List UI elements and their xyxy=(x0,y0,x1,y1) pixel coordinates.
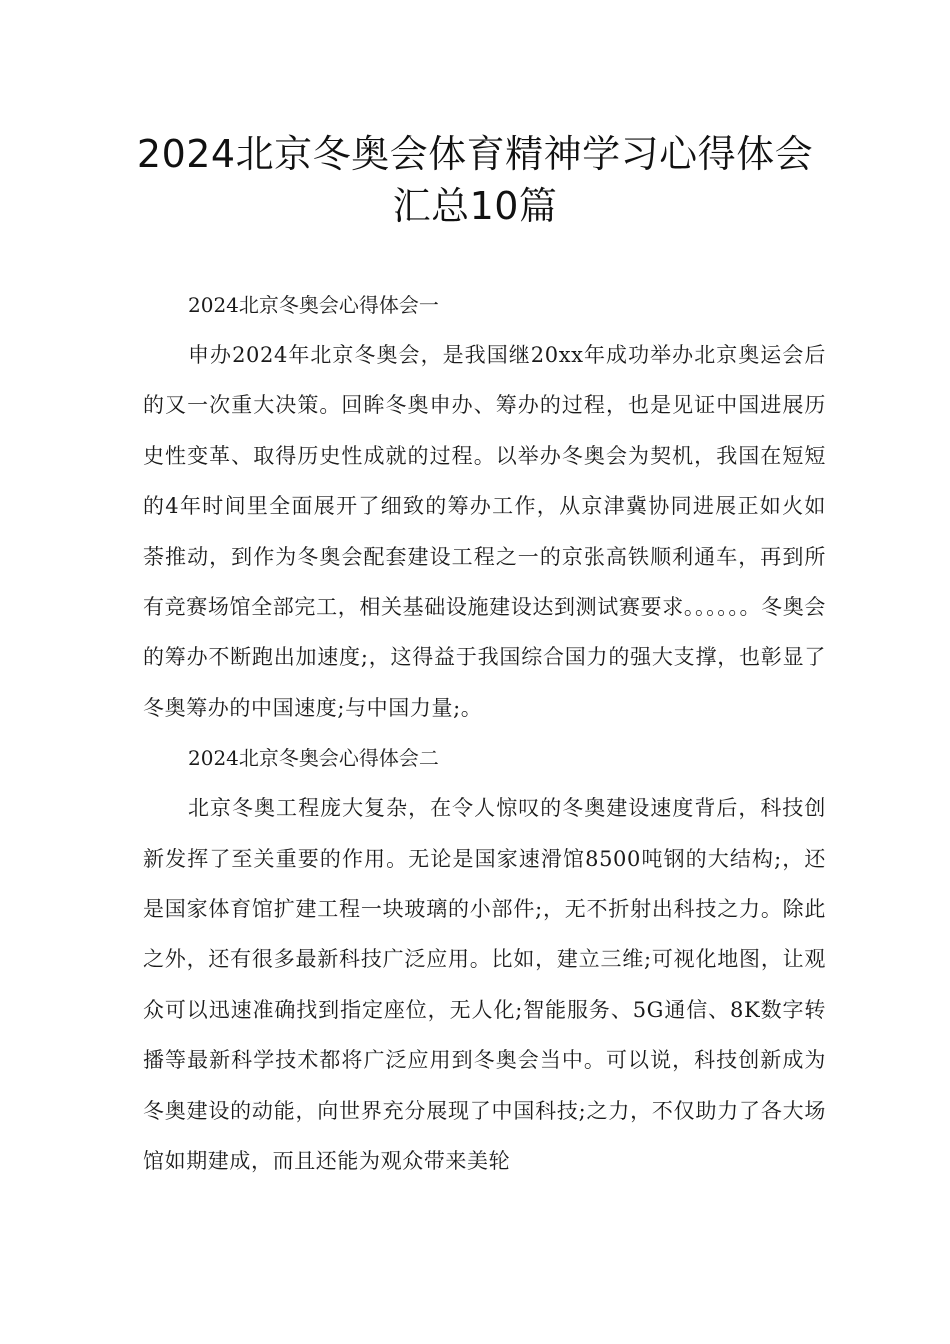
section-paragraph-2: 北京冬奥工程庞大复杂，在令人惊叹的冬奥建设速度背后，科技创新发挥了至关重要的作用。无论是国家速滑馆8500吨钢的大结构;，还是国家体育馆扩建工程一块玻璃的小部件;，无不折射出科技之力。除此之外，还有很多最新科技广泛应用。比如，建立三维;可视化地图，让观众可以迅速准确找到指定座位，无人化;智能服务、5G通信、8K数字转播等最新科学技术都将广泛应用到冬奥会当中。可以说，科技创新成为冬奥建设的动能，向世界充分展现了中国科技;之力，不仅助力了各大场馆如期建成，而且还能为观众带来美轮 xyxy=(143,796,826,1174)
section-heading-2: 2024北京冬奥会心得体会二 xyxy=(188,746,439,771)
document-body xyxy=(143,280,826,1187)
title-line-1: 2024北京冬奥会体育精神学习心得体会 xyxy=(136,132,814,176)
document-title xyxy=(100,128,850,232)
section-paragraph-1: 申办2024年北京冬奥会，是我国继20xx年成功举办北京奥运会后的又一次重大决策。回眸冬奥申办、筹办的过程，也是见证中国进展历史性变革、取得历史性成就的过程。以举办冬奥会为契机，我国在短短的4年时间里全面展开了细致的筹办工作，从京津冀协同进展正如火如荼推动，到作为冬奥会配套建设工程之一的京张高铁顺利通车，再到所有竞赛场馆全部完工，相关基础设施建设达到测试赛要求。。。。。。冬奥会的筹办不断跑出加速度;，这得益于我国综合国力的强大支撑，也彰显了冬奥筹办的中国速度;与中国力量;。 xyxy=(143,343,826,720)
section-heading-1: 2024北京冬奥会心得体会一 xyxy=(188,293,439,317)
title-line-2: 汇总10篇 xyxy=(392,184,558,228)
